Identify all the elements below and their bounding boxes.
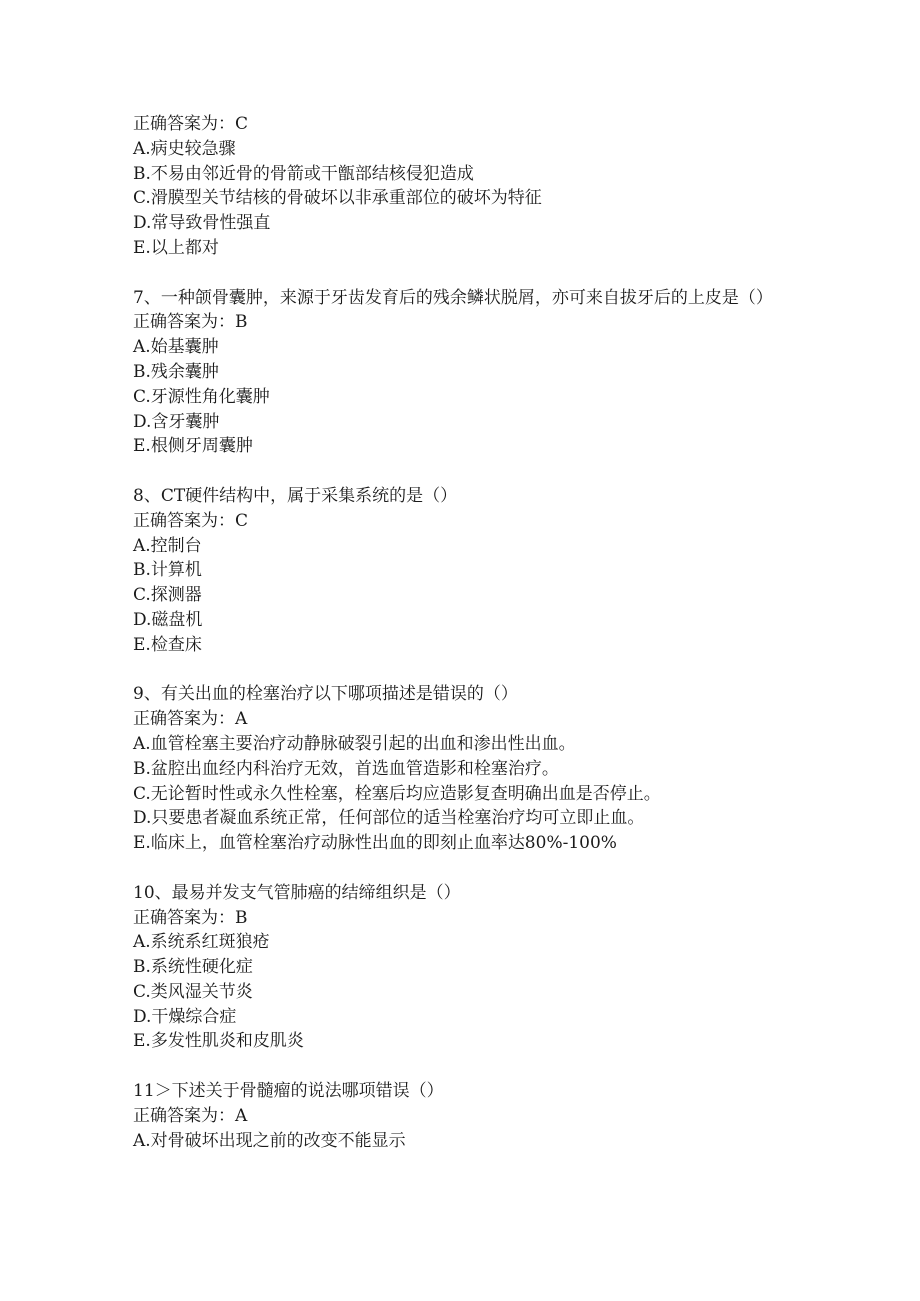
spacer bbox=[133, 1054, 793, 1079]
question-title: 7、一种颌骨囊肿，来源于牙齿发育后的残余鳞状脱屑，亦可来自拔牙后的上皮是（） bbox=[133, 287, 773, 308]
option-a: A.始基囊肿 bbox=[133, 337, 219, 358]
option-b: B.残余囊肿 bbox=[133, 361, 219, 382]
question-10 bbox=[133, 881, 793, 1055]
option-d: D.常导致骨性强直 bbox=[133, 213, 271, 234]
answer-line: 正确答案为：A bbox=[133, 1105, 248, 1126]
option-c: C.牙源性角化囊肿 bbox=[133, 386, 270, 407]
option-b: B.系统性硬化症 bbox=[133, 957, 253, 978]
answer-line: 正确答案为：B bbox=[133, 907, 248, 928]
spacer bbox=[133, 856, 793, 881]
option-c: C.无论暂时性或永久性栓塞，栓塞后均应造影复查明确出血是否停止。 bbox=[133, 783, 661, 804]
option-e: E.检查床 bbox=[133, 634, 202, 655]
document-body bbox=[133, 112, 793, 1153]
question-fragment bbox=[133, 112, 793, 261]
answer-line: 正确答案为：A bbox=[133, 709, 248, 730]
option-c: C.类风湿关节炎 bbox=[133, 981, 253, 1002]
option-a: A.血管栓塞主要治疗动静脉破裂引起的出血和渗出性出血。 bbox=[133, 733, 576, 754]
option-a: A.控制台 bbox=[133, 535, 202, 556]
question-title: 9、有关出血的栓塞治疗以下哪项描述是错误的（） bbox=[133, 684, 518, 705]
question-title: 8、CT硬件结构中，属于采集系统的是（） bbox=[133, 485, 458, 506]
question-9 bbox=[133, 682, 793, 856]
option-b: B.不易由邻近骨的骨箭或干甑部结核侵犯造成 bbox=[133, 163, 474, 184]
answer-line: 正确答案为：B bbox=[133, 312, 248, 333]
spacer bbox=[133, 658, 793, 683]
option-b: B.盆腔出血经内科治疗无效，首选血管造影和栓塞治疗。 bbox=[133, 758, 559, 779]
answer-line: 正确答案为：C bbox=[133, 114, 249, 134]
option-d: D.只要患者凝血系统正常，任何部位的适当栓塞治疗均可立即止血。 bbox=[133, 808, 645, 829]
option-d: D.磁盘机 bbox=[133, 609, 203, 630]
option-d: D.干燥综合症 bbox=[133, 1006, 237, 1027]
question-11 bbox=[133, 1079, 793, 1153]
option-a: A.系统系红斑狼疮 bbox=[133, 932, 270, 953]
question-title: 11＞下述关于骨髓瘤的说法哪项错误（） bbox=[133, 1081, 444, 1102]
question-8 bbox=[133, 484, 793, 658]
spacer bbox=[133, 459, 793, 484]
option-a: A.对骨破坏出现之前的改变不能显示 bbox=[133, 1130, 406, 1151]
option-c: C.探测器 bbox=[133, 585, 202, 606]
answer-line: 正确答案为：C bbox=[133, 510, 249, 531]
spacer bbox=[133, 261, 793, 286]
option-e: E.多发性肌炎和皮肌炎 bbox=[133, 1031, 304, 1052]
option-a: A.病史较急骤 bbox=[133, 138, 236, 159]
option-e: E.临床上，血管栓塞治疗动脉性出血的即刻止血率达80%-100% bbox=[133, 833, 617, 854]
option-d: D.含牙囊肿 bbox=[133, 411, 220, 432]
option-c: C.滑膜型关节结核的骨破坏以非承重部位的破坏为特征 bbox=[133, 188, 542, 209]
option-e: E.以上都对 bbox=[133, 237, 219, 258]
option-e: E.根侧牙周囊肿 bbox=[133, 436, 253, 457]
question-title: 10、最易并发支气管肺癌的结缔组织是（） bbox=[133, 882, 461, 903]
question-7 bbox=[133, 286, 793, 460]
option-b: B.计算机 bbox=[133, 560, 202, 581]
